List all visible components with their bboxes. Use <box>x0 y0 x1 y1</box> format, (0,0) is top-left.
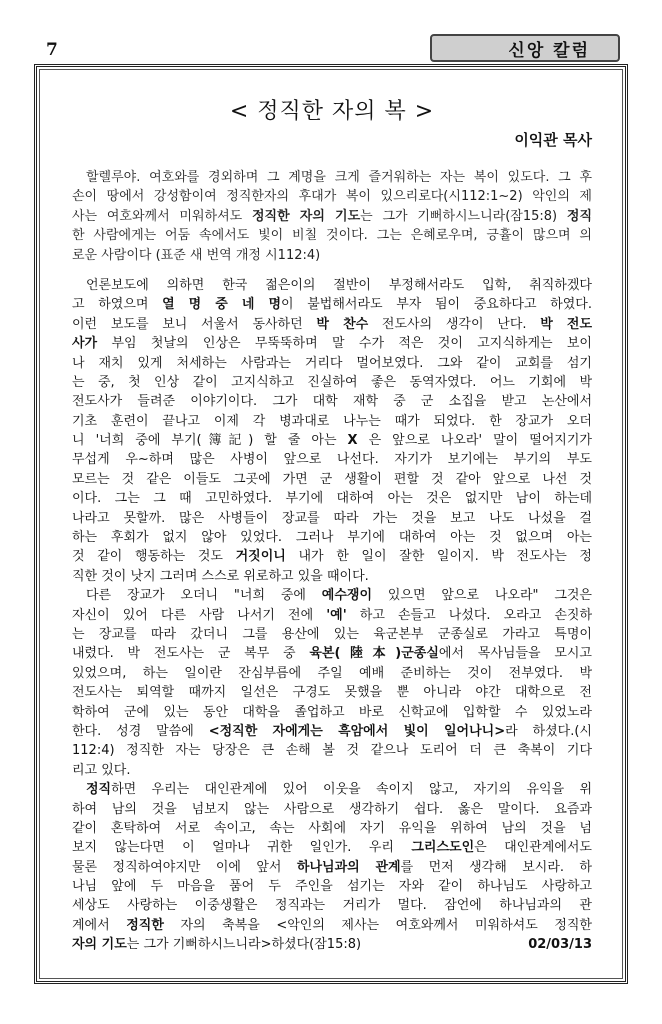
article-body <box>72 90 592 955</box>
text-line: 나님 앞에 두 마음을 품어 두 주인을 섬기는 자와 같이 하나님도 사랑하고 <box>72 879 592 895</box>
text-line: 하여 남의 것을 넘보지 않는 사람으로 생각하기 쉽다. 옳은 말이다. 요즘과 <box>72 801 592 817</box>
paragraph-3 <box>72 780 592 955</box>
verse-line: 손이 땅에서 강성함이여 정직한자의 후대가 복이 있으리로다(시112:1~2) 악인의 제 <box>72 189 592 205</box>
text-line: 이런 보도를 보니 서울서 동사하던 박 찬수 전도사의 생각이 난다. 박 전도 <box>72 316 592 332</box>
text-line: 학하여 군에 있는 동안 대학을 졸업하고 바로 신학교에 입학할 수 있었노라 <box>72 704 592 720</box>
text-line: 있었으며, 하는 일이란 잔심부름에 주일 예배 준비하는 것이 전부였다. 박 <box>72 665 592 681</box>
verse-line: 한 사람에게는 어둠 속에서도 빛이 비칠 것이다. 그는 은혜로우며, 긍휼이 많으며 의 <box>72 228 592 244</box>
text-line: 언론보도에 의하면 한국 젊은이의 절반이 부정해서라도 입학, 취직하겠다 <box>86 277 592 293</box>
opening-verse <box>72 168 592 265</box>
verse-line: 사는 여호와께서 미워하셔도 정직한 자의 기도는 그가 기뻐하시느니라(잠15:8) 정직 <box>72 208 592 224</box>
text-line: 직한 것이 낫지 그러며 스스로 위로하고 있을 때이다. <box>72 568 369 584</box>
article-author: 이익관 목사 <box>514 131 592 149</box>
text-line: 같이 혼탁하여 서로 속이고, 속는 사회에 자기 유익을 위하여 남의 것을 넘 <box>72 820 592 836</box>
text-line: 사가 부임 첫날의 인상은 무뚝뚝하며 말 수가 적은 것이 고지식하게는 보이 <box>72 336 592 352</box>
article-title: < 정직한 자의 복 > <box>229 99 435 124</box>
text-line: 112:4) 정직한 자는 당장은 큰 손해 볼 것 같으나 도리어 더 큰 축복이 기다 <box>72 743 592 759</box>
page-number: 7 <box>46 40 58 60</box>
text-line: 한다. 성경 말씀에 <정직한 자에게는 흑암에서 빛이 일어나니>라 하셨다.(시 <box>72 723 592 739</box>
text-line: 자신이 있어 다른 사람 나서기 전에 '예' 하고 손들고 나섰다. 오라고 손짓하 <box>72 607 592 623</box>
text-line: 전도사가 들려준 이야기이다. 그가 대학 재학 중 군 소집을 받고 논산에서 <box>72 394 592 410</box>
text-line: 자의 기도는 그가 기뻐하시느니라>하셨다(잠15:8) <box>72 937 362 953</box>
section-tab: 신앙 칼럼 <box>430 34 620 62</box>
text-line: 는 중, 첫 인상 같이 고지식하고 진실하여 좋은 동역자였다. 어느 기회에 박 <box>72 374 592 390</box>
text-line: 정직하면 우리는 대인관계에 있어 이웃을 속이지 않고, 자기의 유익을 위 <box>86 782 592 798</box>
text-line: 계에서 정직한 자의 축복을 <악인의 제사는 여호와께서 미워하셔도 정직한 <box>72 917 592 933</box>
text-line: 물론 정직하여야지만 이에 앞서 하나님과의 관계를 먼저 생각해 보시라. 하 <box>72 859 592 875</box>
text-line: 하는 후회가 없지 않아 있었다. 그러나 부기에 대하여 아는 것 없으며 아는 <box>72 530 592 546</box>
article-date: 02/03/13 <box>528 937 592 953</box>
text-line: 는 장교를 따라 갔더니 그를 용산에 있는 육군본부 군종실로 가라고 특명이 <box>72 626 592 642</box>
closing-line <box>72 935 592 954</box>
paragraph-2 <box>72 586 592 780</box>
text-line: 나 재치 있게 처세하는 사람과는 거리다 멀어보였다. 그와 같이 교회를 섬기 <box>72 355 592 371</box>
text-line: 세상도 사랑하는 이중생활은 정직과는 거리가 멀다. 잠언에 하나님과의 관 <box>72 898 592 914</box>
text-line: 것 같이 행동하는 것도 거짓이니 내가 한 일이 잘한 일이지. 박 전도사는 정 <box>72 549 592 565</box>
verse-line: 로운 사람이다 (표준 새 번역 개정 시112:4) <box>72 247 321 263</box>
verse-line: 할렐루야. 여호와를 경외하며 그 계명을 크게 즐거워하는 자는 복이 있도다. 그 후 <box>86 170 592 185</box>
text-line: 이다. 그는 그 때 고민하였다. 부기에 대하여 아는 것은 없지만 남이 하는데 <box>72 491 592 507</box>
text-line: 니 '너희 중에 부기(簿記) 할 줄 아는 X 은 앞으로 나오라' 말이 떨어지기가 <box>72 433 592 449</box>
text-line: 내렸다. 박 전도사는 군 복무 중 육본(陸本)군종실에서 목사님들을 모시고 <box>72 646 592 662</box>
text-line: 무섭게 우~하며 많은 사병이 앞으로 나선다. 자기가 보기에는 부기의 부도 <box>72 452 592 468</box>
paragraph-1 <box>72 276 592 586</box>
text-line: 보지 않는다면 이 얼마나 귀한 일인가. 우리 그리스도인은 대인관계에서도 <box>72 840 592 856</box>
text-line: 리고 있다. <box>72 762 131 778</box>
text-line: 다른 장교가 오더니 "너희 중에 예수쟁이 있으면 앞으로 나오라" 그것은 <box>86 588 592 604</box>
text-line: 나라고 못할까. 많은 사병들이 장교를 따라 가는 것을 보고 나도 나섰을 걸 <box>72 510 592 526</box>
text-line: 기초 훈련이 끝나고 이제 각 병과대로 나누는 때가 되었다. 한 장교가 오더 <box>72 413 592 429</box>
text-line: 전도사는 퇴역할 때까지 일선은 구경도 못했을 뿐 아니라 야간 대학으로 전 <box>72 685 592 701</box>
text-line: 모르는 것 같은 이들도 그곳에 가면 군 생활이 편할 것 같아 앞으로 나선 것 <box>72 471 592 487</box>
text-line: 고 하였으며 열 명 중 네 명이 불법해서라도 부자 됨이 중요하다고 하였다. <box>72 297 592 313</box>
